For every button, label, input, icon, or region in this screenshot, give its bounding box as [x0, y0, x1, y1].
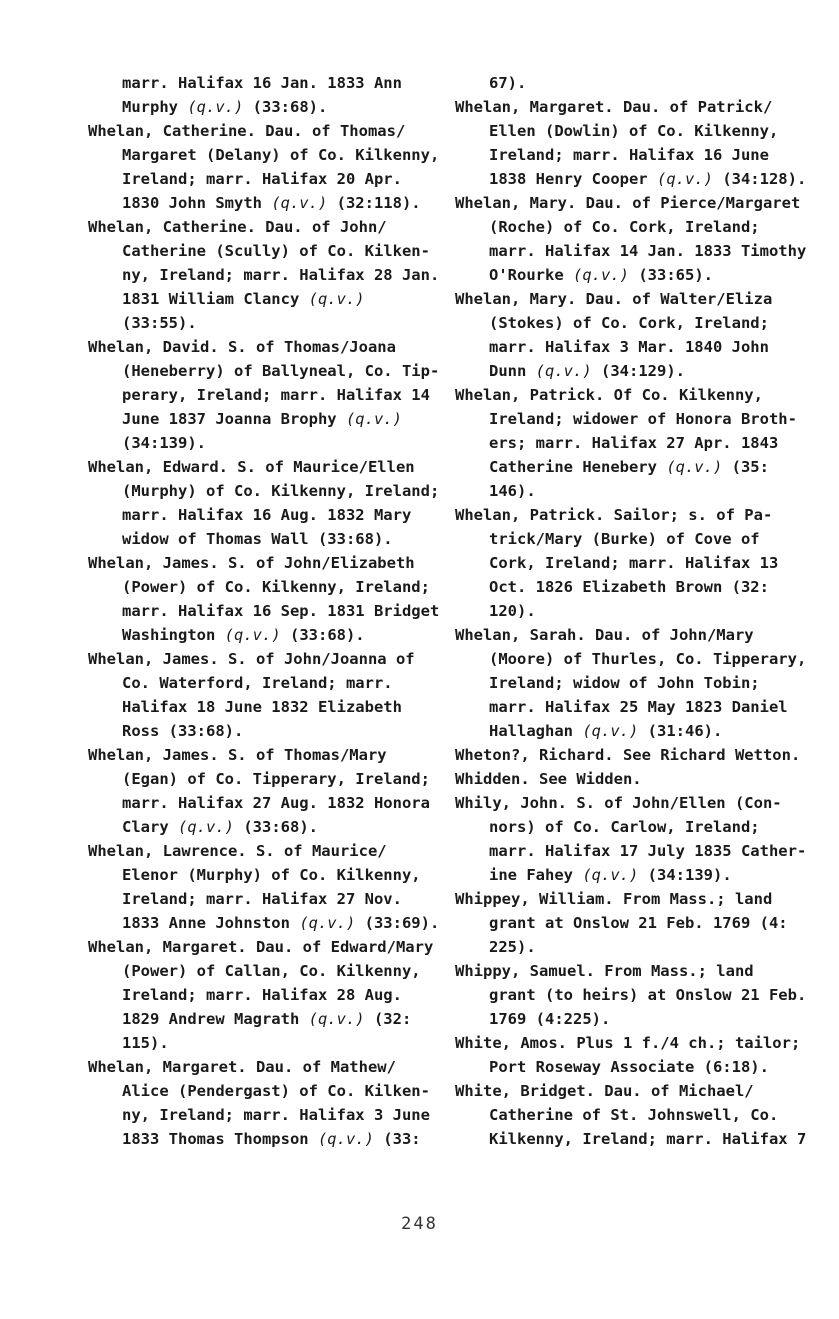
index-entry	[88, 1055, 443, 1151]
entry-line: (Power) of Callan, Co. Kilkenny,	[122, 962, 421, 980]
index-entry	[455, 623, 825, 743]
qv-reference: (q.v.)	[271, 194, 328, 212]
entry-line: 1831 William Clancy (q.v.)	[122, 290, 365, 308]
entry-line: Halifax 18 June 1832 Elizabeth	[122, 698, 402, 716]
entry-line: Washington (q.v.) (33:68).	[122, 626, 365, 644]
entry-line: Whelan, Margaret. Dau. of Patrick/	[455, 98, 773, 116]
index-entry	[88, 335, 443, 455]
entry-line: June 1837 Joanna Brophy (q.v.)	[122, 410, 402, 428]
entry-line: Murphy (q.v.) (33:68).	[122, 98, 328, 116]
entry-line: (Stokes) of Co. Cork, Ireland;	[489, 314, 769, 332]
entry-line: Whippey, William. From Mass.; land	[455, 890, 773, 908]
entry-line: (Egan) of Co. Tipperary, Ireland;	[122, 770, 430, 788]
index-entry	[455, 767, 825, 791]
entry-line: 67).	[489, 74, 527, 92]
entry-line: Whippy, Samuel. From Mass.; land	[455, 962, 754, 980]
index-entry	[88, 215, 443, 335]
qv-reference: (q.v.)	[187, 98, 244, 116]
entry-line: Catherine of St. Johnswell, Co.	[489, 1106, 779, 1124]
index-entry	[455, 95, 825, 191]
entry-line: 1769 (4:225).	[489, 1010, 611, 1028]
entry-line: 115).	[122, 1034, 169, 1052]
entry-line: Whelan, James. S. of John/Joanna of	[88, 650, 415, 668]
entry-line: (Heneberry) of Ballyneal, Co. Tip-	[122, 362, 440, 380]
entry-line: perary, Ireland; marr. Halifax 14	[122, 386, 430, 404]
entry-line: (Moore) of Thurles, Co. Tipperary,	[489, 650, 807, 668]
entry-line: marr. Halifax 17 July 1835 Cather-	[489, 842, 807, 860]
entry-line: Wheton?, Richard. See Richard Wetton.	[455, 746, 801, 764]
entry-line: (34:139).	[122, 434, 206, 452]
index-entry	[88, 647, 443, 743]
index-entry	[455, 791, 825, 887]
entry-line: Kilkenny, Ireland; marr. Halifax 7	[489, 1130, 807, 1148]
entry-line: widow of Thomas Wall (33:68).	[122, 530, 393, 548]
index-entry	[455, 959, 825, 1031]
entry-line: (Roche) of Co. Cork, Ireland;	[489, 218, 760, 236]
entry-line: Whelan, Margaret. Dau. of Edward/Mary	[88, 938, 434, 956]
entry-line: 225).	[489, 938, 536, 956]
entry-line: marr. Halifax 3 Mar. 1840 John	[489, 338, 769, 356]
index-entry	[455, 503, 825, 623]
entry-line: Hallaghan (q.v.) (31:46).	[489, 722, 723, 740]
entry-line: Whidden. See Widden.	[455, 770, 642, 788]
entry-line: Whelan, Patrick. Of Co. Kilkenny,	[455, 386, 763, 404]
entry-line: marr. Halifax 25 May 1823 Daniel	[489, 698, 788, 716]
entry-line: marr. Halifax 14 Jan. 1833 Timothy	[489, 242, 807, 260]
page-number: 248	[401, 1214, 438, 1234]
qv-reference: (q.v.)	[224, 626, 281, 644]
entry-line: Whelan, Lawrence. S. of Maurice/	[88, 842, 387, 860]
entry-line: Whelan, David. S. of Thomas/Joana	[88, 338, 396, 356]
entry-line: marr. Halifax 27 Aug. 1832 Honora	[122, 794, 430, 812]
entry-line: Ireland; widower of Honora Broth-	[489, 410, 797, 428]
qv-reference: (q.v.)	[345, 410, 402, 428]
entry-line: grant at Onslow 21 Feb. 1769 (4:	[489, 914, 788, 932]
entry-line: grant (to heirs) at Onslow 21 Feb.	[489, 986, 807, 1004]
qv-reference: (q.v.)	[666, 458, 723, 476]
qv-reference: (q.v.)	[582, 866, 639, 884]
entry-line: Dunn (q.v.) (34:129).	[489, 362, 685, 380]
entry-line: (33:55).	[122, 314, 197, 332]
entry-line: Whelan, Mary. Dau. of Pierce/Margaret	[455, 194, 801, 212]
entry-line: Ireland; marr. Halifax 27 Nov.	[122, 890, 402, 908]
entry-line: Whelan, Patrick. Sailor; s. of Pa-	[455, 506, 773, 524]
entry-line: marr. Halifax 16 Aug. 1832 Mary	[122, 506, 412, 524]
entry-line: Elenor (Murphy) of Co. Kilkenny,	[122, 866, 421, 884]
qv-reference: (q.v.)	[299, 914, 356, 932]
entry-continuation	[88, 71, 443, 119]
entry-line: Ellen (Dowlin) of Co. Kilkenny,	[489, 122, 779, 140]
entry-line: Port Roseway Associate (6:18).	[489, 1058, 769, 1076]
entry-line: Cork, Ireland; marr. Halifax 13	[489, 554, 779, 572]
entry-line: White, Bridget. Dau. of Michael/	[455, 1082, 754, 1100]
entry-line: trick/Mary (Burke) of Cove of	[489, 530, 760, 548]
entry-line: Catherine (Scully) of Co. Kilken-	[122, 242, 430, 260]
entry-line: Catherine Henebery (q.v.) (35:	[489, 458, 769, 476]
entry-line: (Murphy) of Co. Kilkenny, Ireland;	[122, 482, 440, 500]
entry-line: ine Fahey (q.v.) (34:139).	[489, 866, 732, 884]
entry-line: ny, Ireland; marr. Halifax 28 Jan.	[122, 266, 440, 284]
entry-line: 1829 Andrew Magrath (q.v.) (32:	[122, 1010, 412, 1028]
qv-reference: (q.v.)	[656, 170, 713, 188]
entry-line: Whelan, Catherine. Dau. of Thomas/	[88, 122, 406, 140]
entry-line: ers; marr. Halifax 27 Apr. 1843	[489, 434, 779, 452]
entry-line: marr. Halifax 16 Sep. 1831 Bridget	[122, 602, 440, 620]
index-entry	[455, 743, 825, 767]
index-entry	[88, 455, 443, 551]
entry-line: 1830 John Smyth (q.v.) (32:118).	[122, 194, 421, 212]
entry-line: Oct. 1826 Elizabeth Brown (32:	[489, 578, 769, 596]
qv-reference: (q.v.)	[535, 362, 592, 380]
entry-line: Clary (q.v.) (33:68).	[122, 818, 318, 836]
entry-line: 146).	[489, 482, 536, 500]
entry-line: Ross (33:68).	[122, 722, 244, 740]
index-entry	[88, 743, 443, 839]
entry-line: nors) of Co. Carlow, Ireland;	[489, 818, 760, 836]
qv-reference: (q.v.)	[582, 722, 639, 740]
qv-reference: (q.v.)	[178, 818, 234, 836]
entry-line: Whily, John. S. of John/Ellen (Con-	[455, 794, 782, 812]
entry-line: Whelan, Catherine. Dau. of John/	[88, 218, 387, 236]
qv-reference: (q.v.)	[308, 1010, 365, 1028]
left-column	[88, 71, 443, 1151]
entry-line: Ireland; marr. Halifax 16 June	[489, 146, 769, 164]
entry-line: Ireland; marr. Halifax 20 Apr.	[122, 170, 402, 188]
entry-line: ny, Ireland; marr. Halifax 3 June	[122, 1106, 430, 1124]
entry-line: Whelan, Edward. S. of Maurice/Ellen	[88, 458, 415, 476]
right-column	[455, 71, 825, 1151]
entry-line: Whelan, Sarah. Dau. of John/Mary	[455, 626, 754, 644]
entry-line: 1833 Thomas Thompson (q.v.) (33:	[122, 1130, 421, 1148]
index-entry	[88, 839, 443, 935]
entry-line: 120).	[489, 602, 536, 620]
qv-reference: (q.v.)	[573, 266, 629, 284]
index-entry	[455, 1031, 825, 1079]
entry-line: Alice (Pendergast) of Co. Kilken-	[122, 1082, 430, 1100]
entry-line: White, Amos. Plus 1 f./4 ch.; tailor;	[455, 1034, 801, 1052]
entry-line: marr. Halifax 16 Jan. 1833 Ann	[122, 74, 402, 92]
entry-line: Ireland; widow of John Tobin;	[489, 674, 760, 692]
index-entry	[88, 935, 443, 1055]
index-entry	[88, 551, 443, 647]
entry-line: Co. Waterford, Ireland; marr.	[122, 674, 393, 692]
entry-line: Margaret (Delany) of Co. Kilkenny,	[122, 146, 440, 164]
entry-line: 1833 Anne Johnston (q.v.) (33:69).	[122, 914, 440, 932]
index-entry	[455, 287, 825, 383]
qv-reference: (q.v.)	[317, 1130, 374, 1148]
entry-line: (Power) of Co. Kilkenny, Ireland;	[122, 578, 430, 596]
index-entry	[455, 191, 825, 287]
entry-line: Whelan, Margaret. Dau. of Mathew/	[88, 1058, 396, 1076]
entry-line: O'Rourke (q.v.) (33:65).	[489, 266, 713, 284]
entry-line: Whelan, Mary. Dau. of Walter/Eliza	[455, 290, 773, 308]
entry-line: Whelan, James. S. of John/Elizabeth	[88, 554, 415, 572]
entry-line: Whelan, James. S. of Thomas/Mary	[88, 746, 387, 764]
qv-reference: (q.v.)	[308, 290, 365, 308]
entry-line: Ireland; marr. Halifax 28 Aug.	[122, 986, 402, 1004]
index-entry	[88, 119, 443, 215]
entry-line: 1838 Henry Cooper (q.v.) (34:128).	[489, 170, 807, 188]
index-entry	[455, 887, 825, 959]
index-entry	[455, 1079, 825, 1151]
index-entry	[455, 383, 825, 503]
entry-continuation	[455, 71, 825, 95]
